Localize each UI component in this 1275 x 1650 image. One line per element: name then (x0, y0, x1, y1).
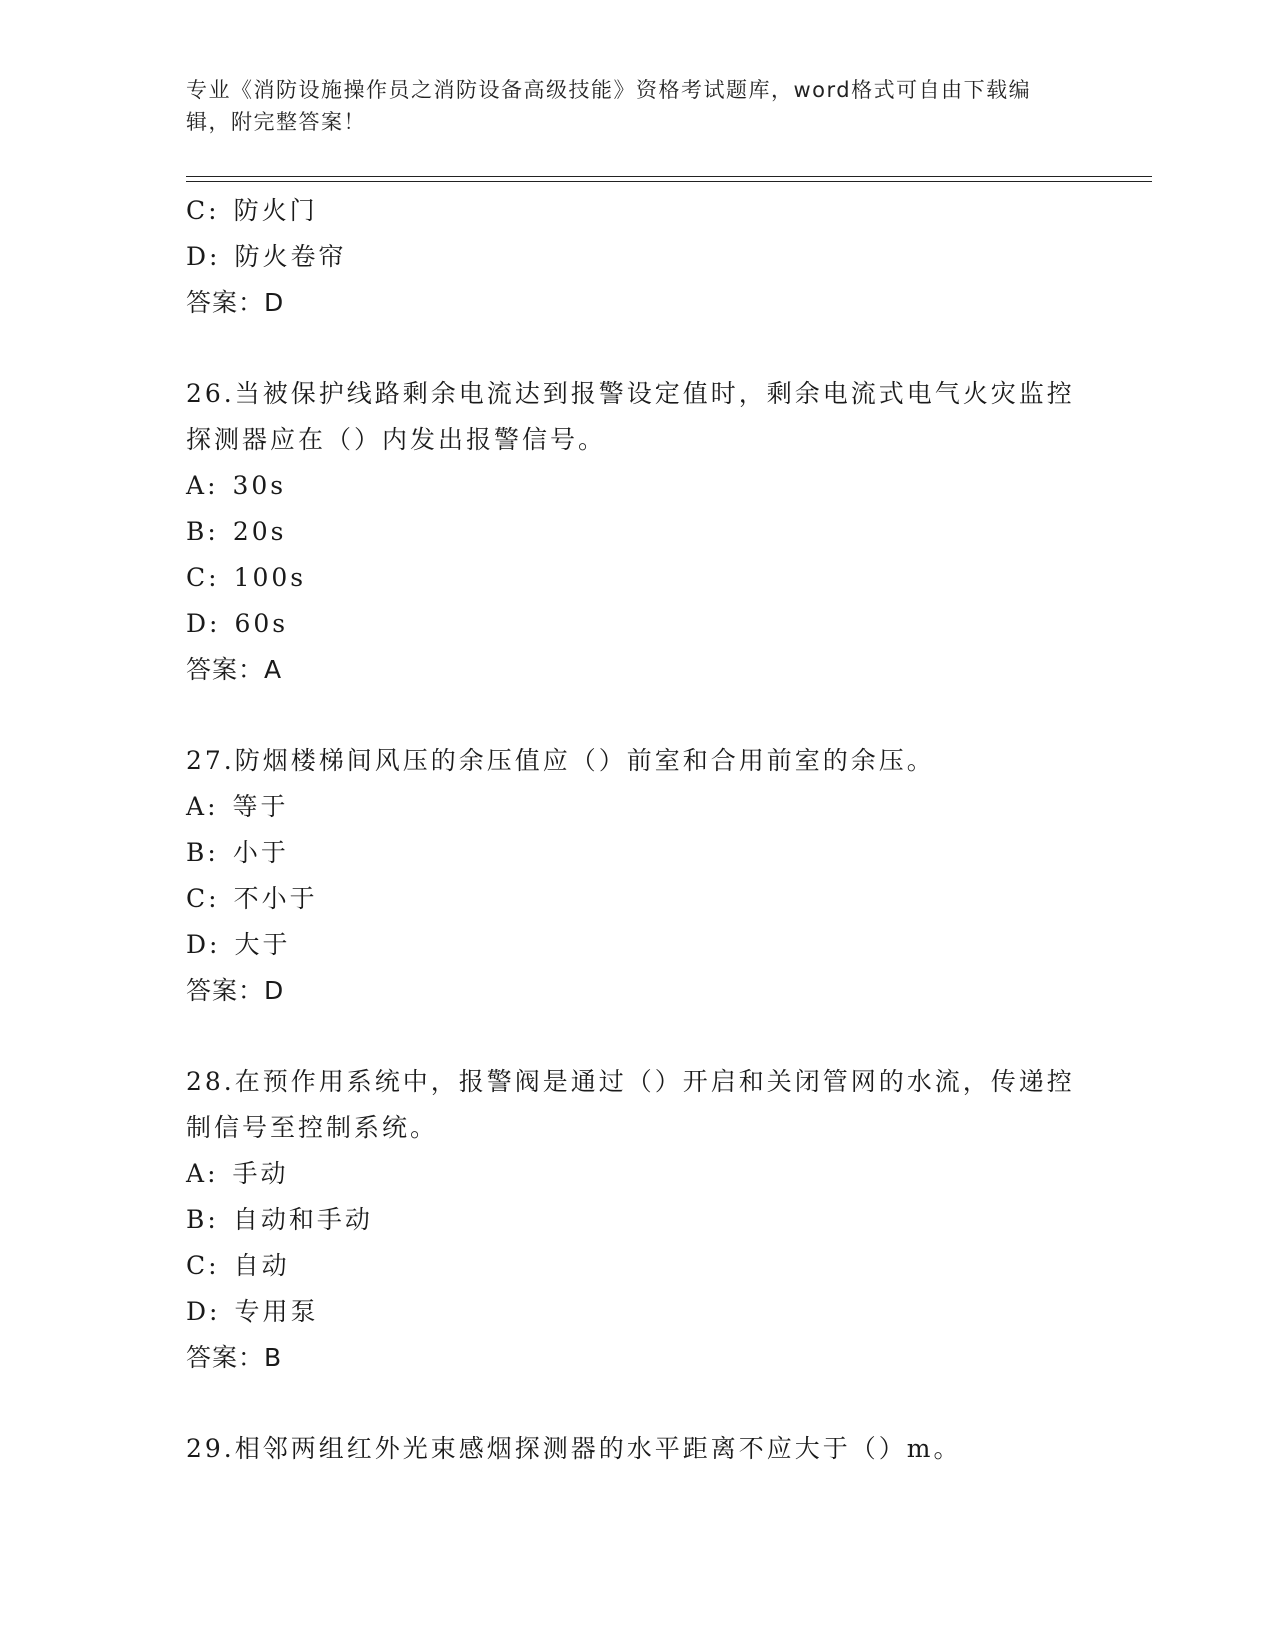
question-29 (186, 1426, 1086, 1472)
option-c: C: 100s (186, 563, 307, 592)
option-c: C: 不小于 (186, 884, 318, 913)
previous-question-tail (186, 188, 1086, 326)
option-text: 60s (234, 609, 289, 638)
option-c: C: 防火门 (186, 196, 318, 225)
question-27 (186, 738, 1086, 1014)
question-26 (186, 371, 1086, 693)
question-stem: 28.在预作用系统中，报警阀是通过（）开启和关闭管网的水流，传递控制信号至控制系统。 (186, 1067, 1075, 1142)
header-divider-top (186, 176, 1152, 177)
option-text: 20s (232, 517, 287, 546)
option-a: A: 手动 (186, 1159, 289, 1188)
option-text: 自动和手动 (232, 1205, 373, 1234)
option-text: 大于 (234, 930, 291, 959)
question-list (186, 188, 1086, 1472)
option-c: C: 自动 (186, 1251, 290, 1280)
option-a: A: 30s (186, 471, 287, 500)
option-text: 手动 (232, 1159, 289, 1188)
option-d: D: 防火卷帘 (186, 242, 347, 271)
option-text: 100s (233, 563, 307, 592)
option-d: D: 60s (186, 609, 289, 638)
question-28 (186, 1059, 1086, 1381)
option-text: 等于 (232, 792, 289, 821)
answer: 答案：D (186, 976, 285, 1005)
option-b: B: 20s (186, 517, 287, 546)
option-d: D: 大于 (186, 930, 291, 959)
option-b: B: 自动和手动 (186, 1205, 373, 1234)
option-text: 30s (232, 471, 287, 500)
option-text: 防火门 (233, 196, 318, 225)
option-text: 不小于 (233, 884, 318, 913)
option-a: A: 等于 (186, 792, 289, 821)
answer: 答案：A (186, 655, 283, 684)
option-b: B: 小于 (186, 838, 289, 867)
question-stem: 29.相邻两组红外光束感烟探测器的水平距离不应大于（）m。 (186, 1434, 962, 1463)
header-divider-bottom (186, 181, 1152, 182)
question-stem: 26.当被保护线路剩余电流达到报警设定值时，剩余电流式电气火灾监控探测器应在（）内发出报警信号。 (186, 379, 1075, 454)
answer: 答案：D (186, 288, 285, 317)
option-text: 防火卷帘 (234, 242, 347, 271)
option-d: D: 专用泵 (186, 1297, 319, 1326)
document-header: 专业《消防设施操作员之消防设备高级技能》资格考试题库，word格式可自由下载编辑，附完整答案！ (186, 78, 1032, 134)
answer: 答案：B (186, 1343, 283, 1372)
option-text: 小于 (232, 838, 289, 867)
question-stem: 27.防烟楼梯间风压的余压值应（）前室和合用前室的余压。 (186, 746, 935, 775)
option-text: 专用泵 (234, 1297, 319, 1326)
option-text: 自动 (233, 1251, 290, 1280)
